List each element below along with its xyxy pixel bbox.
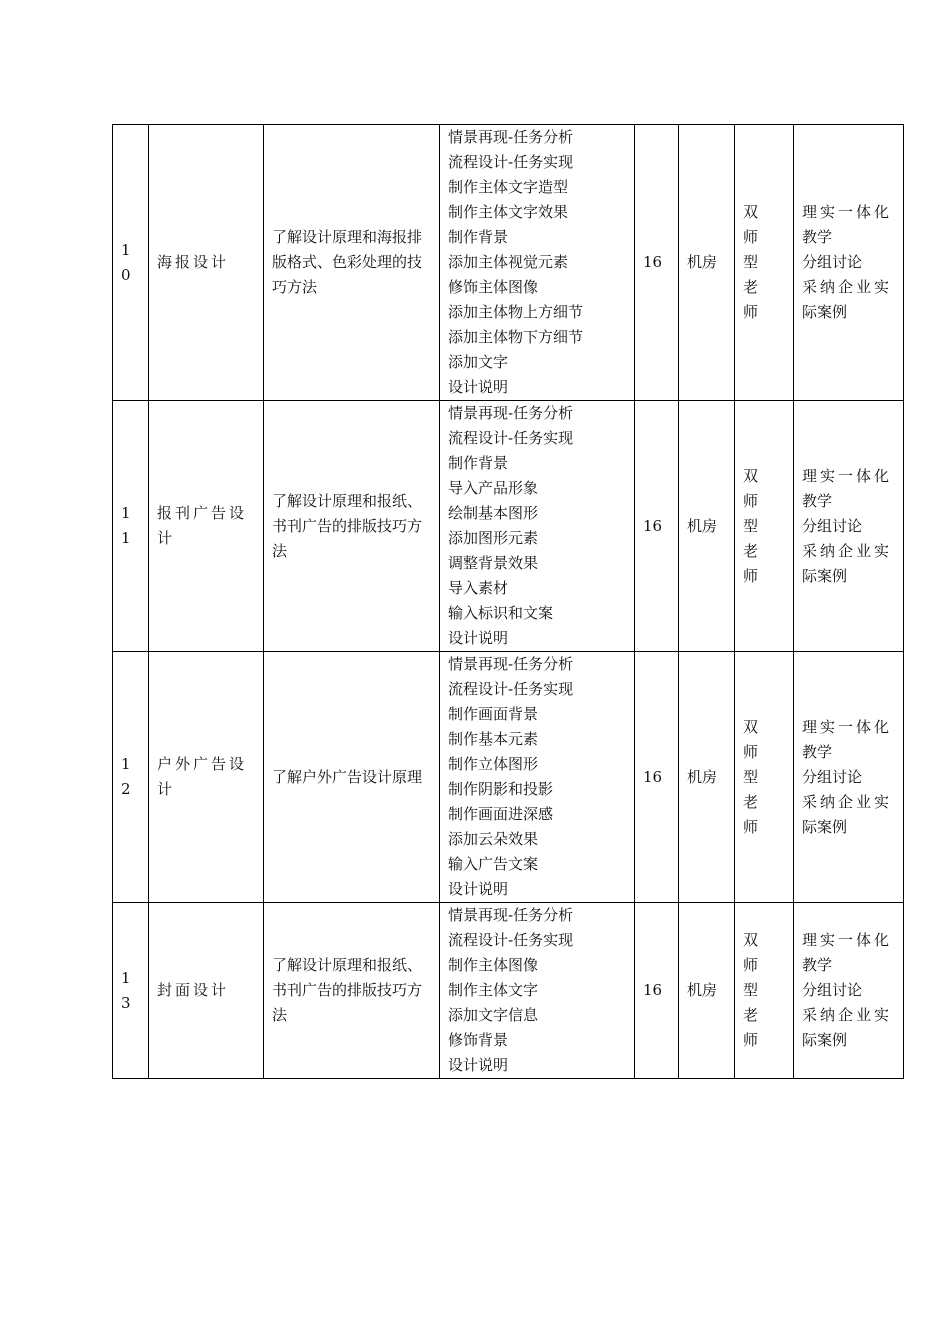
teaching-method: 分组讨论	[802, 516, 863, 535]
teaching-method: 际案例	[802, 1031, 848, 1049]
task-step: 情景再现-任务分析	[448, 655, 574, 673]
teaching-methods	[794, 652, 904, 903]
teacher-type: 双师型老师	[735, 652, 794, 903]
task-step: 制作主体图像	[448, 956, 539, 974]
teaching-method: 采纳企业实	[802, 1006, 893, 1024]
task-step: 情景再现-任务分析	[448, 906, 574, 924]
task-step: 添加主体物上方细节	[448, 303, 584, 321]
hours: 16	[635, 401, 679, 652]
task-step: 添加图形元素	[448, 529, 539, 547]
teaching-method: 教学	[802, 956, 833, 974]
task-steps	[440, 401, 635, 652]
task-step: 修饰主体图像	[448, 278, 539, 296]
teaching-methods	[794, 125, 904, 401]
task-step: 设计说明	[448, 880, 509, 898]
teaching-method: 教学	[802, 742, 833, 761]
task-step: 修饰背景	[448, 1031, 509, 1049]
task-step: 添加主体视觉元素	[448, 253, 569, 271]
task-step: 绘制基本图形	[448, 504, 539, 522]
learning-goal: 了解设计原理和报纸、书刊广告的排版技巧方法	[264, 903, 440, 1079]
teaching-method: 教学	[802, 228, 833, 246]
task-step: 添加文字	[448, 353, 509, 371]
teaching-method: 理实一体化	[802, 466, 893, 485]
location: 机房	[679, 401, 735, 652]
location: 机房	[679, 903, 735, 1079]
task-step: 制作背景	[448, 228, 509, 246]
teaching-method: 理实一体化	[802, 717, 893, 736]
teaching-method: 教学	[802, 491, 833, 510]
project-name: 户外广告设计	[149, 652, 264, 903]
hours: 16	[635, 652, 679, 903]
table-row	[113, 125, 904, 401]
teaching-method: 采纳企业实	[802, 792, 893, 811]
project-name: 封面设计	[149, 903, 264, 1079]
project-name: 海报设计	[149, 125, 264, 401]
hours: 16	[635, 125, 679, 401]
task-step: 制作画面背景	[448, 705, 539, 723]
task-step: 制作主体文字造型	[448, 178, 569, 196]
task-steps	[440, 125, 635, 401]
project-name: 报刊广告设计	[149, 401, 264, 652]
task-step: 调整背景效果	[448, 554, 539, 572]
teaching-method: 分组讨论	[802, 767, 863, 786]
hours: 16	[635, 903, 679, 1079]
task-step: 情景再现-任务分析	[448, 128, 574, 146]
task-step: 导入产品形象	[448, 479, 539, 497]
location: 机房	[679, 125, 735, 401]
location: 机房	[679, 652, 735, 903]
row-number: 10	[113, 125, 149, 401]
learning-goal: 了解设计原理和海报排版格式、色彩处理的技巧方法	[264, 125, 440, 401]
row-number: 12	[113, 652, 149, 903]
table-row	[113, 903, 904, 1079]
teaching-method: 理实一体化	[802, 203, 893, 221]
task-step: 情景再现-任务分析	[448, 404, 574, 422]
task-step: 添加云朵效果	[448, 830, 539, 848]
task-step: 输入标识和文案	[448, 604, 554, 622]
table-row	[113, 652, 904, 903]
task-step: 制作主体文字	[448, 981, 539, 999]
row-number: 11	[113, 401, 149, 652]
task-step: 制作画面进深感	[448, 805, 554, 823]
task-step: 流程设计-任务实现	[448, 680, 574, 698]
task-step: 流程设计-任务实现	[448, 153, 574, 171]
task-step: 添加主体物下方细节	[448, 328, 584, 346]
teaching-method: 际案例	[802, 817, 848, 836]
task-step: 制作主体文字效果	[448, 203, 569, 221]
teaching-method: 际案例	[802, 303, 848, 321]
task-step: 导入素材	[448, 579, 509, 597]
teaching-method: 采纳企业实	[802, 278, 893, 296]
teacher-type: 双师型老师	[735, 903, 794, 1079]
row-number: 13	[113, 903, 149, 1079]
course-plan-table	[112, 124, 904, 1079]
task-step: 制作立体图形	[448, 755, 539, 773]
teaching-method: 分组讨论	[802, 981, 863, 999]
learning-goal: 了解设计原理和报纸、书刊广告的排版技巧方法	[264, 401, 440, 652]
learning-goal: 了解户外广告设计原理	[264, 652, 440, 903]
teaching-methods	[794, 903, 904, 1079]
task-step: 添加文字信息	[448, 1006, 539, 1024]
task-step: 流程设计-任务实现	[448, 931, 574, 949]
task-step: 设计说明	[448, 629, 509, 647]
task-step: 制作阴影和投影	[448, 780, 554, 798]
teacher-type: 双师型老师	[735, 401, 794, 652]
task-step: 制作基本元素	[448, 730, 539, 748]
task-step: 制作背景	[448, 454, 509, 472]
teaching-methods	[794, 401, 904, 652]
task-step: 输入广告文案	[448, 855, 539, 873]
task-step: 设计说明	[448, 1056, 509, 1074]
task-step: 设计说明	[448, 378, 509, 396]
table-row	[113, 401, 904, 652]
teaching-method: 采纳企业实	[802, 541, 893, 560]
teaching-method: 分组讨论	[802, 253, 863, 271]
teacher-type: 双师型老师	[735, 125, 794, 401]
task-step: 流程设计-任务实现	[448, 429, 574, 447]
task-steps	[440, 903, 635, 1079]
teaching-method: 理实一体化	[802, 931, 893, 949]
teaching-method: 际案例	[802, 566, 848, 585]
task-steps	[440, 652, 635, 903]
